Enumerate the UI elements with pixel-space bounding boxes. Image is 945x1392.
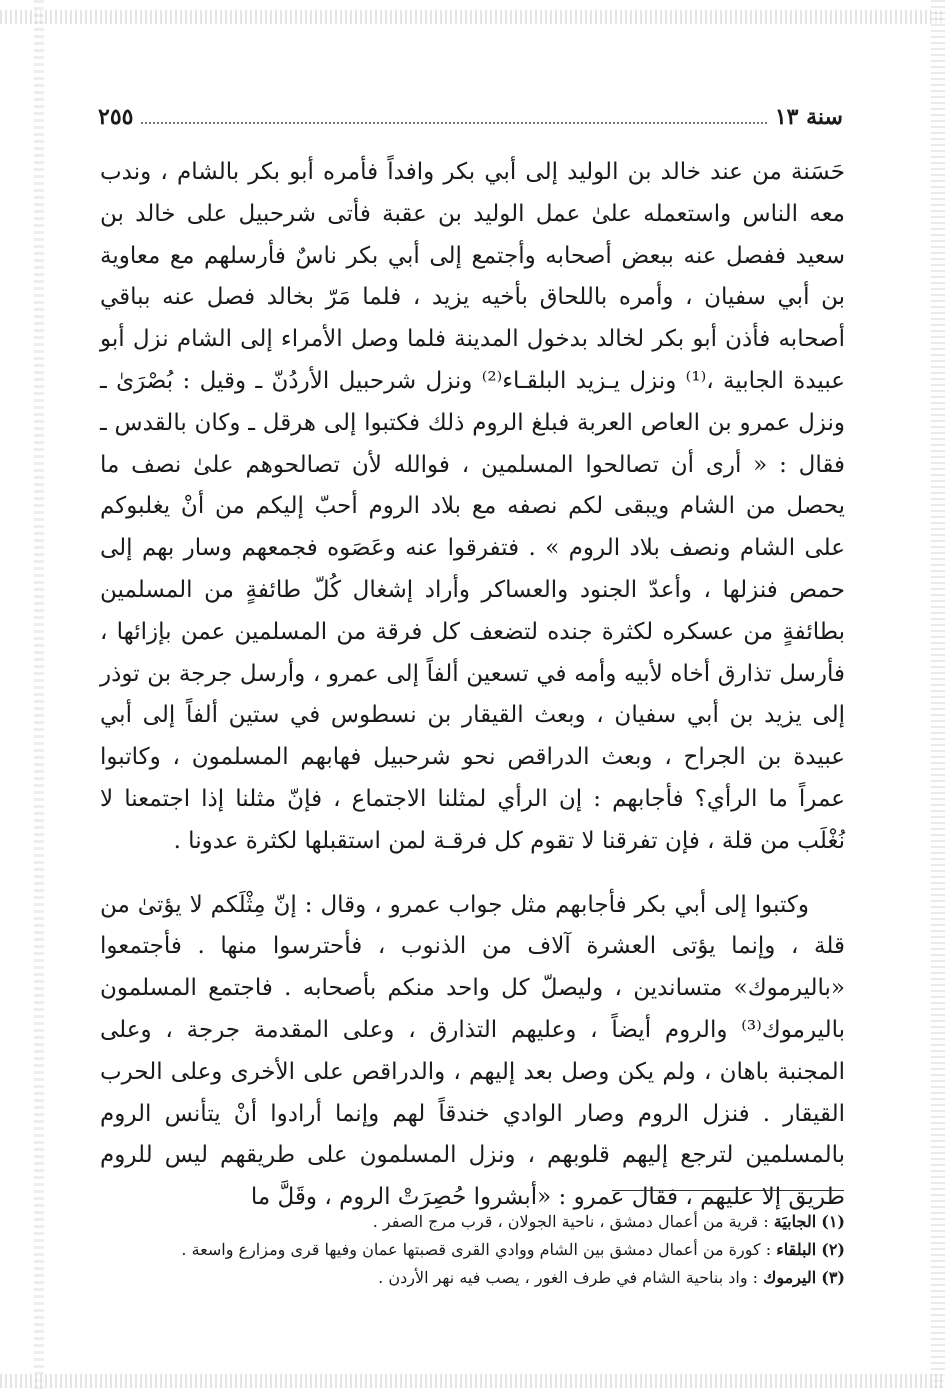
- paragraph: وكتبوا إلى أبي بكر فأجابهم مثل جواب عمرو ، وقال : إنّ مِثْلَكم لا يؤتىٰ من قلة ، وإنما يؤتى العشرة آلاف من الذنوب ، فأحترسوا منها . فأجتمعوا «باليرموك» متساندين ، وليصلّ كل واحد منكم بأصحابه . فاجتمع المسلمون باليرموك⁽³⁾ والروم أيضاً ، وعليهم التذارق ، وعلى المقدمة جرجة ، وعلى المجنبة باهان ، ولم يكن وصل بعد إليهم ، والدراقص على الأخرى وعلى الحرب القيقار . فنزل الروم وصار الوادي خندقاً لهم وإنما أرادوا أنْ يتأنس الروم بالمسلمين لترجع إليهم قلوبهم ، ونزل المسلمون على طريقهم ليس للروم طريق إلا عليهم ، فقال عمرو : «أبشروا حُصِرَتْ الروم ، وقَلَّ ما: [100, 891, 845, 1211]
- running-title: سنة ١٣: [774, 104, 843, 130]
- footnote-number: (٢): [821, 1240, 845, 1259]
- footnote-text: : واد بناحية الشام في طرف الغور ، يصب فيه نهر الأردن .: [378, 1268, 759, 1287]
- footnote-term: اليرموك: [763, 1268, 817, 1287]
- bottom-ornament-border: [0, 1374, 945, 1388]
- right-ornament-border: [931, 0, 945, 1392]
- footnote-text: : قرية من أعمال دمشق ، ناحية الجولان ، قرب مرج الصفر .: [372, 1212, 769, 1231]
- footnote-item: [120, 1264, 845, 1292]
- top-ornament-border: [0, 10, 945, 24]
- dotted-leader: [141, 122, 766, 124]
- footnote-number: (١): [821, 1212, 845, 1231]
- footnotes: [120, 1208, 845, 1292]
- running-head: [98, 100, 843, 130]
- body-text: [100, 152, 845, 1219]
- footnote-text: : كورة من أعمال دمشق بين الشام ووادي القرى قصبتها عمان وفيها قرى ومزارع واسعة .: [181, 1240, 772, 1259]
- paragraph: حَسَنة من عند خالد بن الوليد إلى أبي بكر وافداً فأمره أبو بكر بالشام ، وندب معه الناس واستعمله علىٰ عمل الوليد بن عقبة فأتى شرحبيل على خالد بن سعيد ففصل عنه ببعض أصحابه وأجتمع إلى أبي بكر ناسٌ فأرسلهم مع معاوية بن أبي سفيان ، وأمره باللحاق بأخيه يزيد ، فلما مَرّ بخالد فصل عنه بباقي أصحابه فأذن أبو بكر لخالد بدخول المدينة فلما وصل الأمراء إلى الشام نزل أبو عبيدة الجابية ،⁽¹⁾ ونزل يـزيد البلقـاء⁽²⁾ ونزل شرحبيل الأردُنّ ـ وقيل : بُصْرَىٰ ـ ونزل عمرو بن العاص العربة فبلغ الروم ذلك فكتبوا إلى هرقل ـ وكان بالقدس ـ فقال : « أرى أن تصالحوا المسلمين ، فوالله لأن تصالحوهم علىٰ نصف ما يحصل من الشام ويبقى لكم نصفه مع بلاد الروم أحبّ إليكم من أنْ يغلبوكم على الشام ونصف بلاد الروم » . فتفرقوا عنه وعَصَوه فجمعهم وسار بهم إلى حمص فنزلها ، وأعدّ الجنود والعساكر وأراد إشغال كُلّ طائفةٍ من المسلمين بطائفةٍ من عسكره لكثرة جنده لتضعف كل فرقة من المسلمين عمن بإزائها ، فأرسل تذارق أخاه لأبيه وأمه في تسعين ألفاً إلى عمرو ، وأرسل جرجة بن توذر إلى يزيد بن أبي سفيان ، وبعث القيقار بن نسطوس في ستين ألفاً إلى أبي عبيدة بن الجراح ، وبعث الدراقص نحو شرحبيل فهابهم المسلمون ، وكاتبوا عمراً ما الرأي؟ فأجابهم : إن الرأي لمثلنا الاجتماع ، فإنّ مثلنا إذا اجتمعنا لا نُغْلَب من قلة ، فإن تفرقنا لا تقوم كل فرقـة لمن استقبلها لكثرة عدونا .: [100, 159, 845, 854]
- left-ornament-border: [34, 0, 44, 1392]
- page-number: ٢٥٥: [98, 104, 134, 130]
- footnote-number: (٣): [821, 1268, 845, 1287]
- footnote-item: [120, 1208, 845, 1236]
- footnote-separator: [612, 1190, 844, 1191]
- footnote-item: [120, 1236, 845, 1264]
- footnote-term: البلقاء: [776, 1240, 817, 1259]
- footnote-term: الجابيَة: [773, 1212, 817, 1231]
